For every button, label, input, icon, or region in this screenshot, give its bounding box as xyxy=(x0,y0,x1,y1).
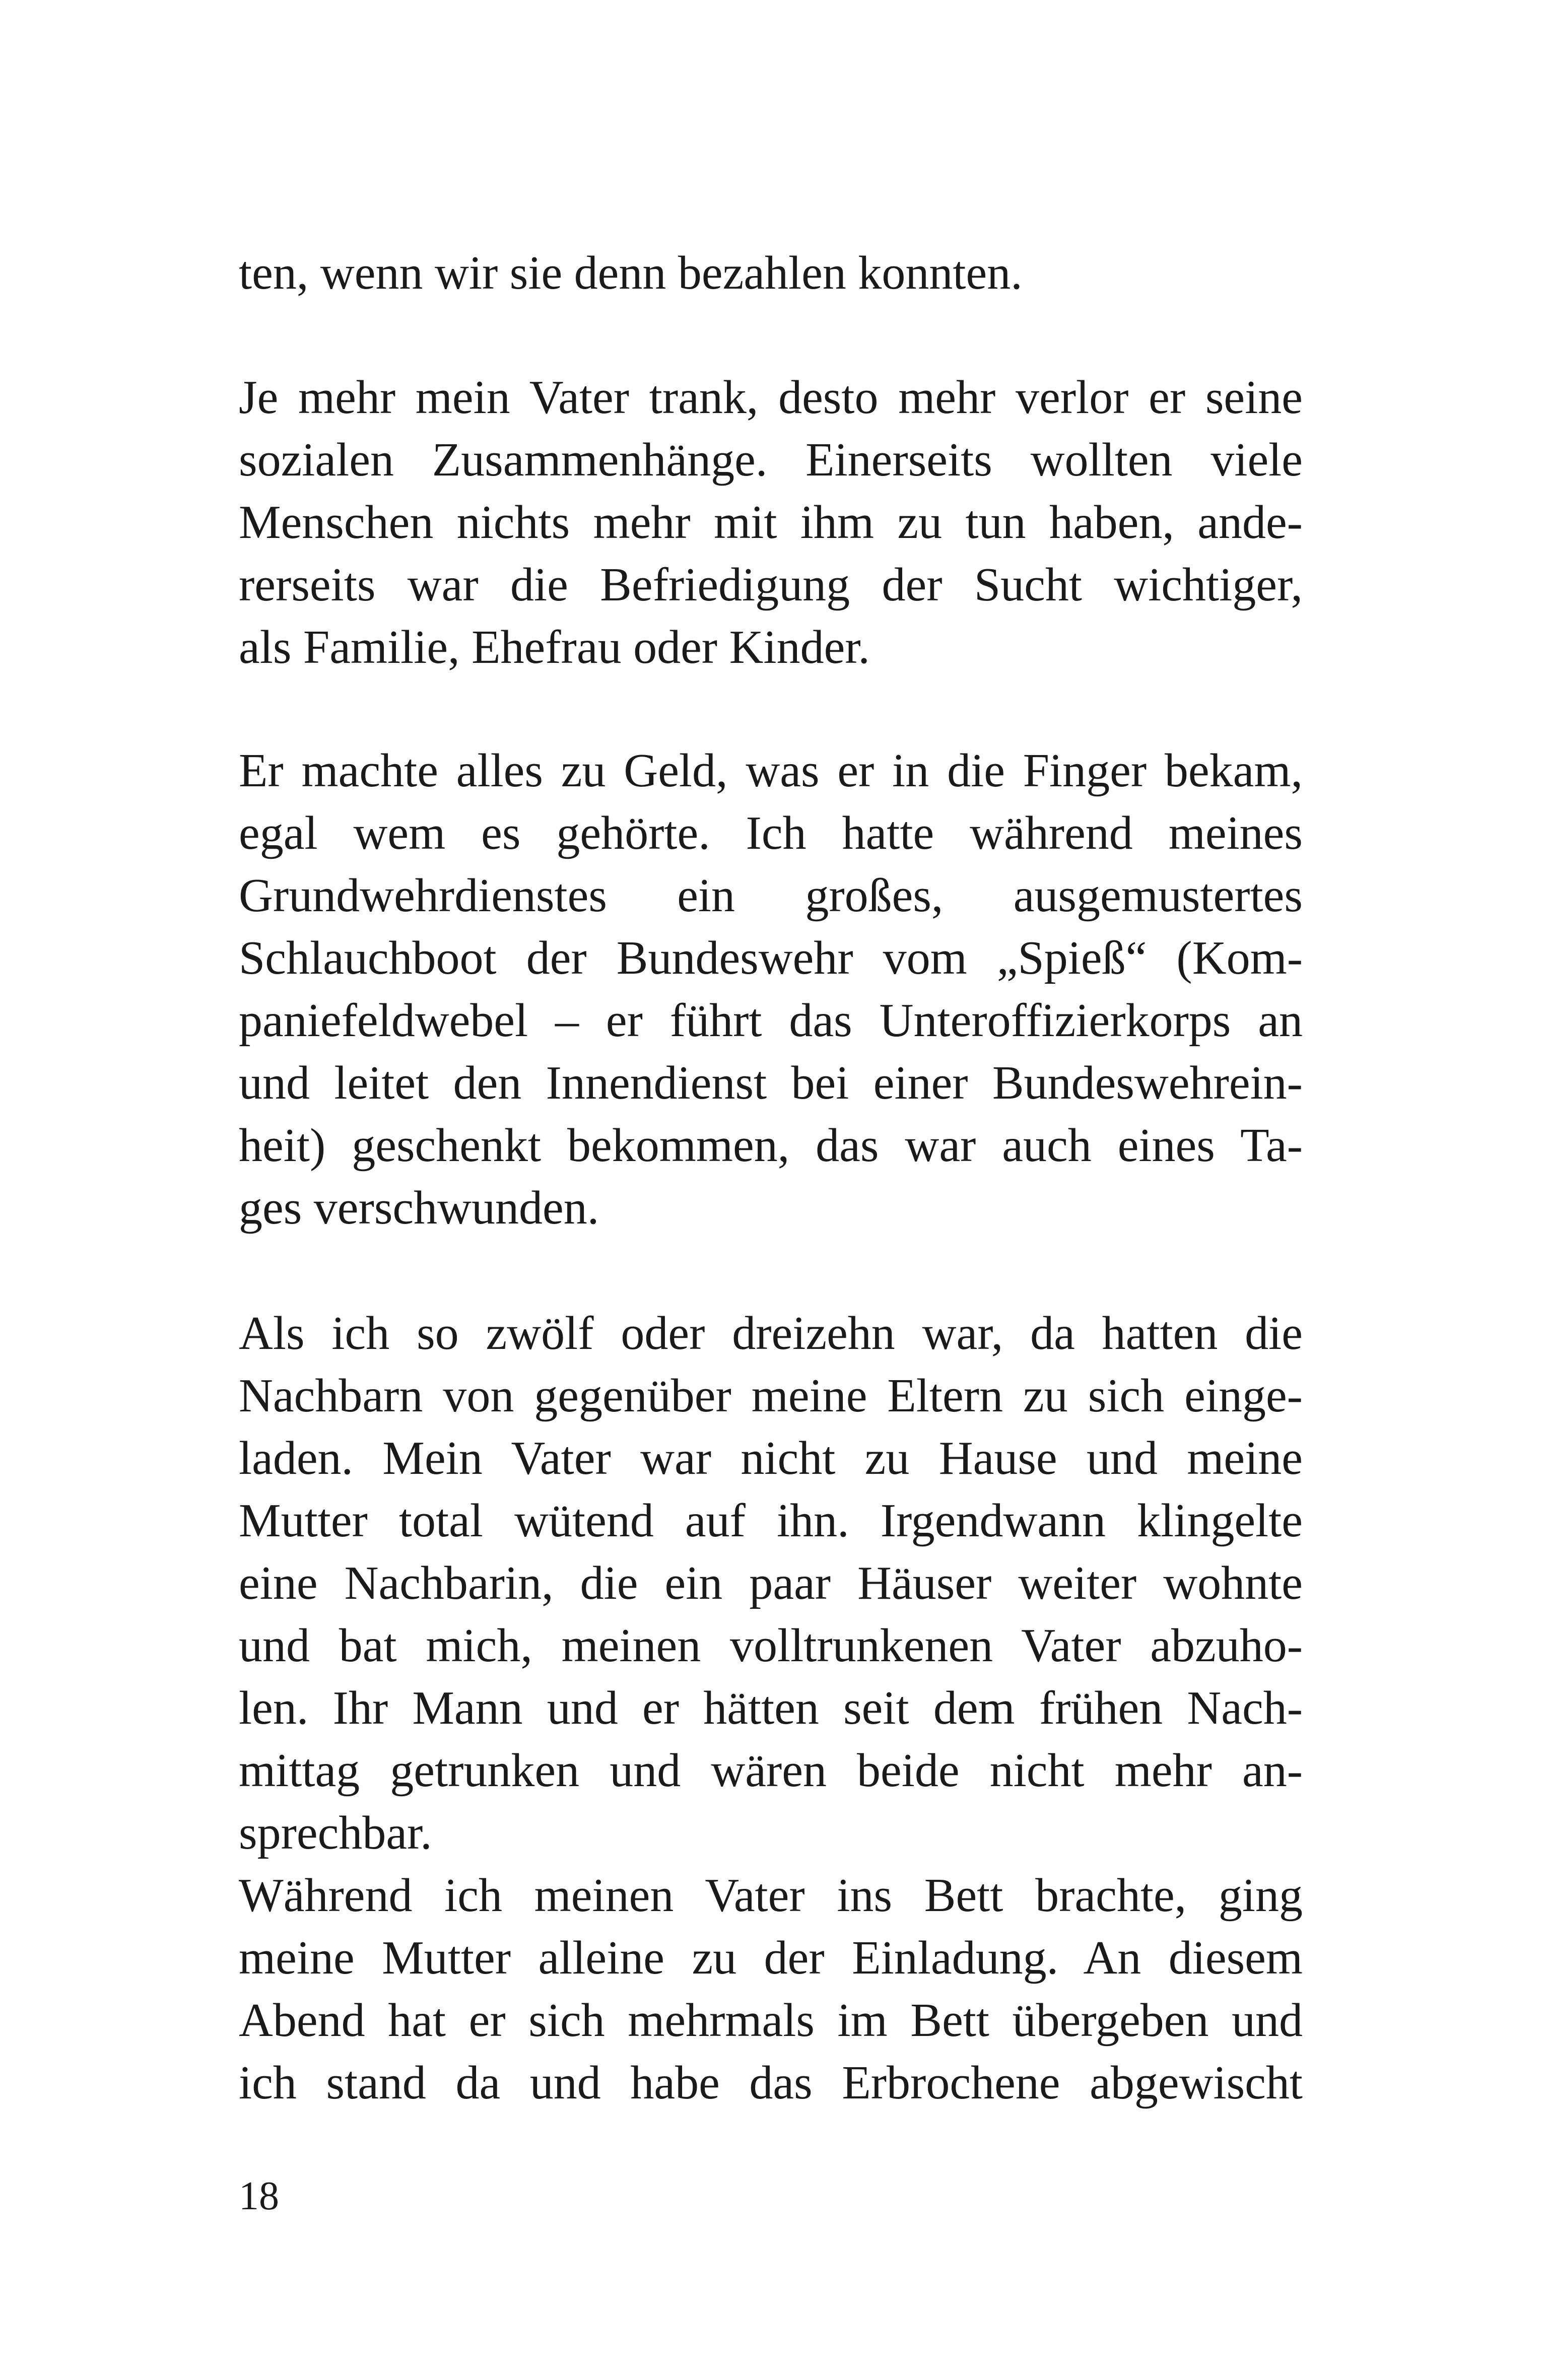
text-line: ten, wenn wir sie denn bezahlen konnten. xyxy=(239,247,1023,299)
paragraph xyxy=(239,1302,1303,2114)
text-line: paniefeldwebel – er führt das Unteroffizierkorps an xyxy=(239,994,1303,1047)
text-line: ich stand da und habe das Erbrochene abgewischt xyxy=(239,2057,1303,2109)
text-line: Als ich so zwölf oder dreizehn war, da hatten die xyxy=(239,1307,1303,1359)
text-line: Menschen nichts mehr mit ihm zu tun haben, ande- xyxy=(239,496,1303,549)
text-line: laden. Mein Vater war nicht zu Hause und meine xyxy=(239,1432,1303,1484)
text-line: und leitet den Innendienst bei einer Bundeswehrein- xyxy=(239,1057,1303,1109)
page-number: 18 xyxy=(239,2174,279,2218)
text-line: egal wem es gehörte. Ich hatte während meines xyxy=(239,807,1303,859)
text-line: Er machte alles zu Geld, was er in die Finger bekam, xyxy=(239,744,1303,797)
text-line: Schlauchboot der Bundeswehr vom „Spieß“ (Kom- xyxy=(239,932,1303,984)
text-line: meine Mutter alleine zu der Einladung. An diesem xyxy=(239,1932,1303,1984)
text-line: Während ich meinen Vater ins Bett brachte, ging xyxy=(239,1869,1303,1922)
text-line: Nachbarn von gegenüber meine Eltern zu sich einge- xyxy=(239,1370,1303,1422)
paragraph xyxy=(239,739,1303,1239)
text-line: eine Nachbarin, die ein paar Häuser weiter wohnte xyxy=(239,1557,1303,1609)
text-line: mittag getrunken und wären beide nicht mehr an- xyxy=(239,1744,1303,1797)
text-line: rerseits war die Befriedigung der Sucht wichtiger, xyxy=(239,559,1303,611)
text-line: als Familie, Ehefrau oder Kinder. xyxy=(239,621,870,673)
text-line: und bat mich, meinen volltrunkenen Vater abzuho- xyxy=(239,1619,1303,1672)
text-line: len. Ihr Mann und er hätten seit dem frühen Nach- xyxy=(239,1682,1303,1734)
text-line: Je mehr mein Vater trank, desto mehr verlor er seine xyxy=(239,371,1303,424)
text-line: sozialen Zusammenhänge. Einerseits wollten viele xyxy=(239,434,1303,486)
paragraph xyxy=(239,366,1303,678)
text-line: ges verschwunden. xyxy=(239,1182,599,1234)
paragraph xyxy=(239,242,1303,304)
text-line: Mutter total wütend auf ihn. Irgendwann klingelte xyxy=(239,1494,1303,1547)
text-line: Grundwehrdienstes ein großes, ausgemustertes xyxy=(239,869,1303,922)
text-line: sprechbar. xyxy=(239,1807,432,1859)
text-line: Abend hat er sich mehrmals im Bett übergeben und xyxy=(239,1994,1303,2047)
text-line: heit) geschenkt bekommen, das war auch eines Ta- xyxy=(239,1119,1303,1172)
